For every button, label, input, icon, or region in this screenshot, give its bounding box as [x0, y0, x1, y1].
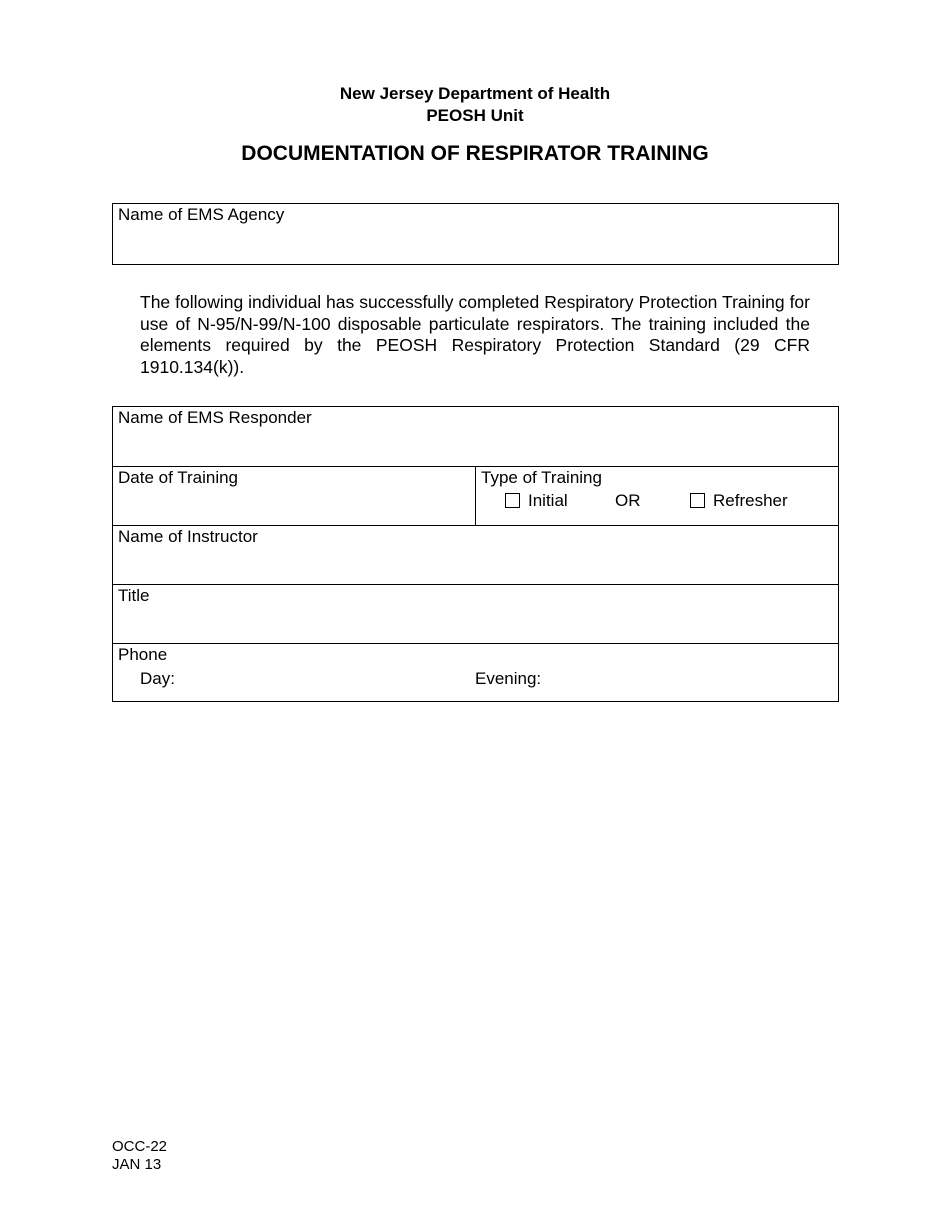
form-revision: JAN 13	[112, 1156, 162, 1173]
instructor-title-field[interactable]	[113, 584, 838, 643]
or-separator: OR	[615, 491, 641, 510]
column-divider	[475, 467, 476, 525]
initial-option-label: Initial	[528, 491, 568, 510]
responder-name-field[interactable]	[113, 407, 838, 466]
agency-name-label: Name of EMS Agency	[118, 205, 285, 224]
instructor-name-label: Name of Instructor	[118, 527, 258, 546]
responder-name-label: Name of EMS Responder	[118, 408, 312, 427]
training-statement: The following individual has successfully completed Respiratory Protection Training for use of N-95/N-99/N-100 disposable particulate respirators. The training included the elements required by the PEOSH Respiratory Protection Standard (29 CFR 1910.134(k)).	[140, 292, 810, 377]
document-header	[0, 83, 950, 127]
instructor-name-field[interactable]	[113, 525, 838, 584]
form-title: DOCUMENTATION OF RESPIRATOR TRAINING	[241, 142, 709, 165]
day-phone-label: Day:	[140, 669, 175, 688]
refresher-checkbox[interactable]	[690, 493, 705, 508]
training-record-table	[112, 406, 839, 702]
agency-name-field[interactable]	[112, 203, 839, 265]
department-name: New Jersey Department of Health	[339, 84, 611, 103]
initial-checkbox[interactable]	[505, 493, 520, 508]
evening-phone-label: Evening:	[475, 669, 542, 688]
form-code: OCC-22	[112, 1138, 168, 1155]
phone-field[interactable]	[113, 643, 838, 701]
training-date-type-row	[113, 466, 838, 525]
instructor-title-label: Title	[118, 586, 150, 605]
form-footer	[112, 1138, 167, 1174]
unit-name: PEOSH Unit	[426, 106, 524, 125]
refresher-option-label: Refresher	[713, 491, 788, 510]
training-type-label: Type of Training	[481, 468, 602, 487]
training-date-label: Date of Training	[118, 468, 239, 487]
phone-label: Phone	[118, 645, 168, 664]
